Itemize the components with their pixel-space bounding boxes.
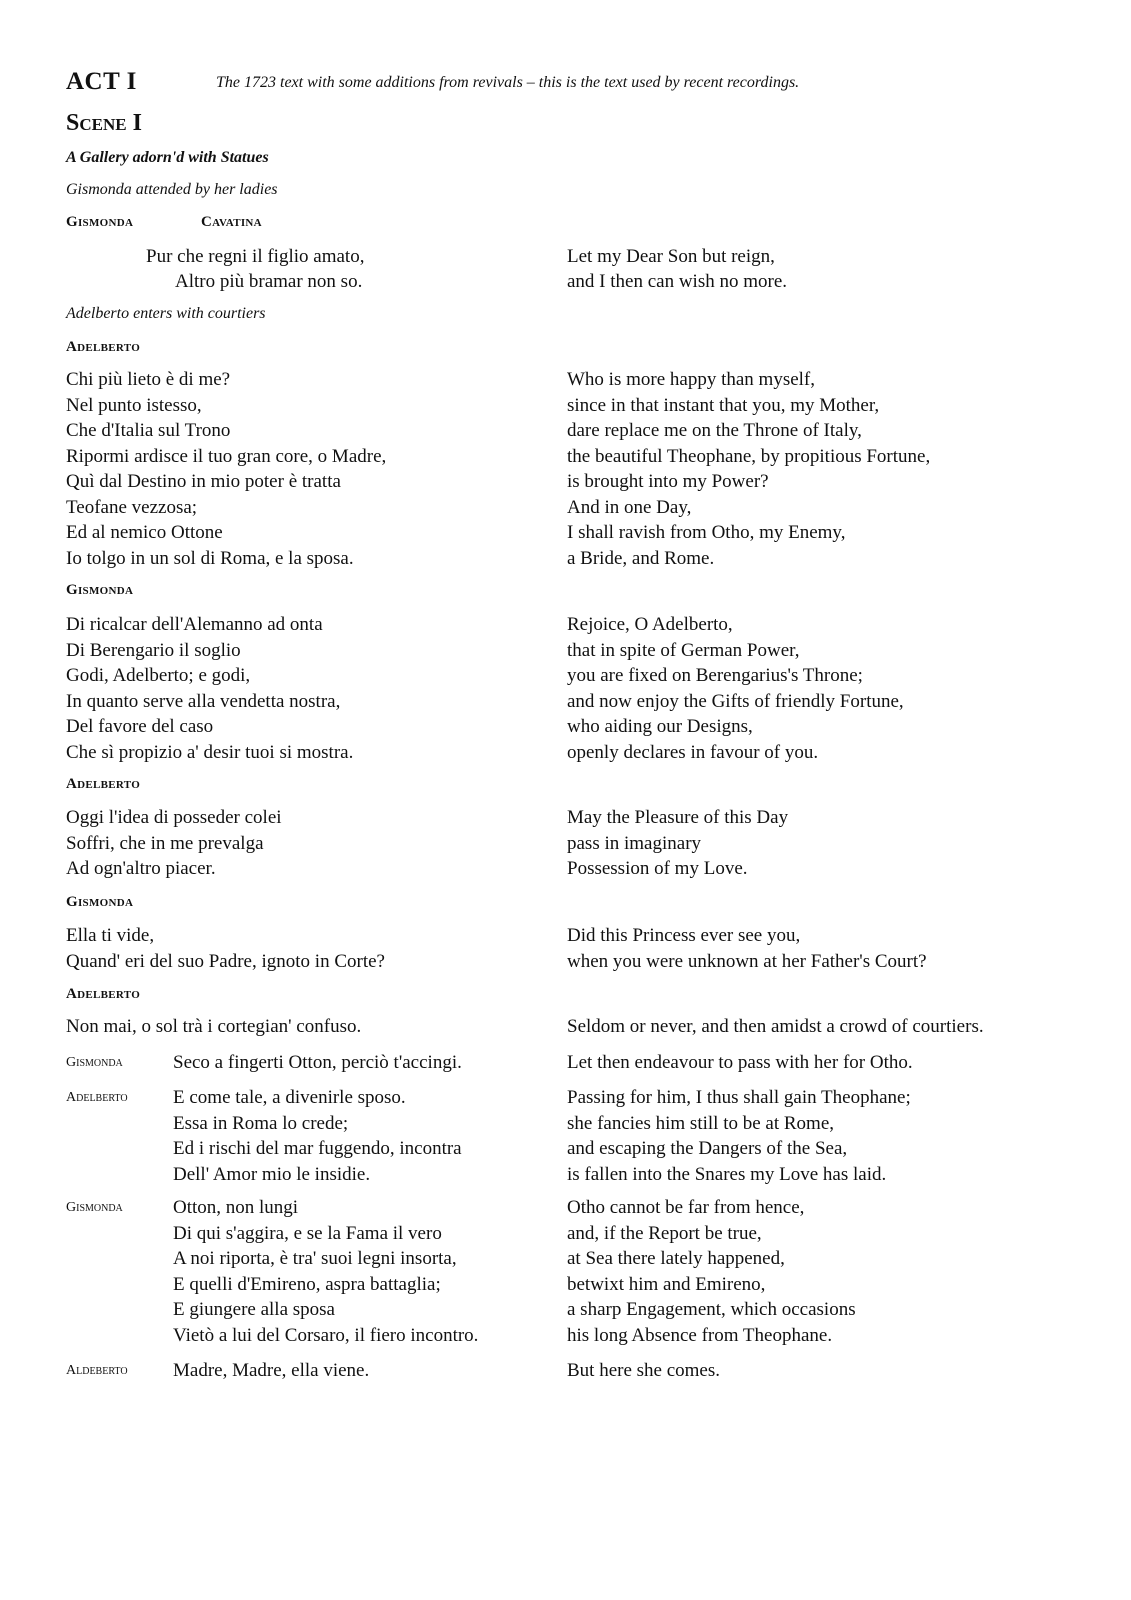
english-line: since in that instant that you, my Mother, bbox=[567, 394, 880, 416]
italian-line: Soffri, che in me prevalga bbox=[66, 832, 264, 854]
italian-line: Di ricalcar dell'Alemanno ad onta bbox=[66, 614, 323, 635]
english-line: Let then endeavour to pass with her for Otho. bbox=[567, 1052, 913, 1073]
stage-direction: Adelberto enters with courtiers bbox=[66, 305, 266, 322]
italian-line: Altro più bramar non so. bbox=[175, 271, 363, 292]
english-line: a Bride, and Rome. bbox=[567, 547, 715, 569]
edition-note: The 1723 text with some additions from revivals – this is the text used by recent recordings. bbox=[216, 74, 800, 91]
scene-heading: Scene I bbox=[66, 110, 142, 136]
italian-line: Che sì propizio a' desir tuoi si mostra. bbox=[66, 741, 354, 763]
italian-line: Quì dal Destino in mio poter è tratta bbox=[66, 471, 341, 492]
italian-line: Pur che regni il figlio amato, bbox=[146, 246, 365, 267]
english-line: Otho cannot be far from hence, bbox=[567, 1197, 805, 1218]
speaker-name: Gismonda bbox=[66, 1200, 123, 1215]
english-line: and I then can wish no more. bbox=[567, 271, 788, 292]
italian-line: Chi più lieto è di me? bbox=[66, 369, 231, 390]
english-line: at Sea there lately happened, bbox=[567, 1248, 785, 1269]
english-line: I shall ravish from Otho, my Enemy, bbox=[567, 522, 846, 543]
speaker-name: Adelberto bbox=[66, 986, 141, 1002]
english-line: the beautiful Theophane, by propitious Fortune, bbox=[567, 445, 931, 467]
english-line: is fallen into the Snares my Love has laid. bbox=[567, 1163, 887, 1185]
setting-direction: A Gallery adorn'd with Statues bbox=[66, 149, 269, 166]
english-line: And in one Day, bbox=[567, 496, 692, 518]
act-heading: ACT I bbox=[66, 68, 137, 95]
italian-line: In quanto serve alla vendetta nostra, bbox=[66, 690, 341, 712]
speaker-name: Adelberto bbox=[66, 339, 141, 355]
italian-line: Del favore del caso bbox=[66, 716, 214, 737]
english-line: betwixt him and Emireno, bbox=[567, 1273, 766, 1295]
english-line: openly declares in favour of you. bbox=[567, 741, 819, 763]
italian-line: Essa in Roma lo crede; bbox=[173, 1112, 349, 1134]
english-line: who aiding our Designs, bbox=[567, 716, 753, 737]
speaker-name: Adelberto bbox=[66, 1090, 128, 1105]
italian-line: Seco a fingerti Otton, perciò t'accingi. bbox=[173, 1052, 462, 1073]
italian-line: Non mai, o sol trà i cortegian' confuso. bbox=[66, 1016, 362, 1037]
italian-line: Quand' eri del suo Padre, ignoto in Corte? bbox=[66, 950, 385, 972]
italian-line: Ella ti vide, bbox=[66, 925, 155, 946]
italian-line: Di Berengario il soglio bbox=[66, 639, 241, 661]
italian-line: Ad ogn'altro piacer. bbox=[66, 858, 216, 879]
english-line: and escaping the Dangers of the Sea, bbox=[567, 1138, 848, 1159]
english-line: and, if the Report be true, bbox=[567, 1222, 762, 1244]
italian-line: Teofane vezzosa; bbox=[66, 496, 198, 518]
stage-direction: Gismonda attended by her ladies bbox=[66, 181, 278, 198]
english-line: Rejoice, O Adelberto, bbox=[567, 614, 733, 635]
aria-form: Cavatina bbox=[201, 214, 262, 230]
english-line: Passing for him, I thus shall gain Theophane; bbox=[567, 1087, 911, 1108]
english-line: Possession of my Love. bbox=[567, 858, 748, 879]
english-line: you are fixed on Berengarius's Throne; bbox=[567, 665, 863, 686]
italian-line: E giungere alla sposa bbox=[173, 1299, 335, 1320]
italian-line: Io tolgo in un sol di Roma, e la sposa. bbox=[66, 547, 354, 569]
english-line: and now enjoy the Gifts of friendly Fortune, bbox=[567, 690, 904, 712]
english-line: Did this Princess ever see you, bbox=[567, 925, 801, 946]
english-line: a sharp Engagement, which occasions bbox=[567, 1299, 856, 1320]
english-line: Let my Dear Son but reign, bbox=[567, 246, 775, 267]
italian-line: Godi, Adelberto; e godi, bbox=[66, 665, 251, 686]
speaker-name: Gismonda bbox=[66, 582, 134, 598]
italian-line: A noi riporta, è tra' suoi legni insorta, bbox=[173, 1248, 457, 1269]
speaker-name: Aldeberto bbox=[66, 1363, 128, 1378]
italian-line: Ed al nemico Ottone bbox=[66, 522, 223, 543]
english-line: Who is more happy than myself, bbox=[567, 369, 816, 390]
italian-line: Madre, Madre, ella viene. bbox=[173, 1360, 370, 1381]
italian-line: Oggi l'idea di posseder colei bbox=[66, 807, 282, 828]
italian-line: Dell' Amor mio le insidie. bbox=[173, 1163, 371, 1185]
english-line: that in spite of German Power, bbox=[567, 639, 800, 661]
english-line: Seldom or never, and then amidst a crowd of courtiers. bbox=[567, 1016, 984, 1037]
italian-line: Ripormi ardisce il tuo gran core, o Madre, bbox=[66, 445, 387, 467]
speaker-name: Gismonda bbox=[66, 1055, 123, 1070]
english-line: is brought into my Power? bbox=[567, 471, 769, 492]
english-line: May the Pleasure of this Day bbox=[567, 807, 789, 828]
speaker-name: Gismonda bbox=[66, 894, 134, 910]
english-line: pass in imaginary bbox=[567, 832, 702, 854]
italian-line: E come tale, a divenirle sposo. bbox=[173, 1087, 406, 1108]
italian-line: Ed i rischi del mar fuggendo, incontra bbox=[173, 1138, 462, 1159]
english-line: when you were unknown at her Father's Court? bbox=[567, 950, 927, 972]
english-line: she fancies him still to be at Rome, bbox=[567, 1112, 835, 1134]
italian-line: Di qui s'aggira, e se la Fama il vero bbox=[173, 1222, 442, 1244]
speaker-name: Adelberto bbox=[66, 776, 141, 792]
italian-line: Che d'Italia sul Trono bbox=[66, 420, 231, 441]
english-line: dare replace me on the Throne of Italy, bbox=[567, 420, 862, 441]
english-line: But here she comes. bbox=[567, 1360, 721, 1381]
italian-line: Vietò a lui del Corsaro, il fiero incontro. bbox=[173, 1324, 479, 1346]
italian-line: Nel punto istesso, bbox=[66, 394, 202, 416]
italian-line: Otton, non lungi bbox=[173, 1197, 299, 1218]
italian-line: E quelli d'Emireno, aspra battaglia; bbox=[173, 1273, 441, 1295]
english-line: his long Absence from Theophane. bbox=[567, 1324, 833, 1346]
speaker-name: Gismonda bbox=[66, 214, 134, 230]
